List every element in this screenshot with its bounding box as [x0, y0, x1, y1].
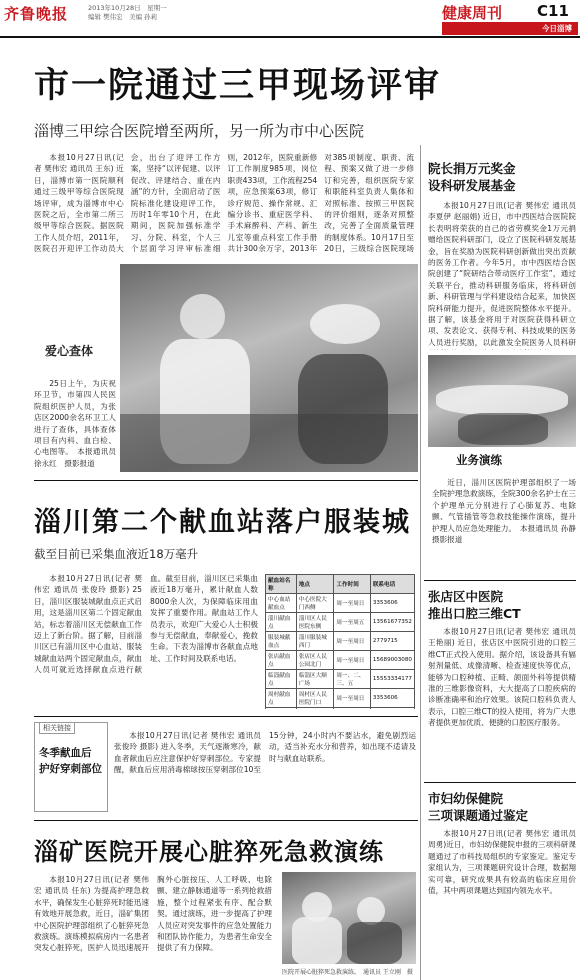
section-rule-1 [34, 480, 418, 481]
side1-title-line1: 院长捐万元奖金 [428, 161, 516, 176]
table-cell: 周一至周日 [334, 689, 370, 708]
related-tag: 相关链接 [39, 722, 75, 734]
side3-title-line2: 推出口腔三维CT [428, 606, 521, 621]
table-cell: 周一至周日 [334, 651, 370, 670]
lead-headline: 市一院通过三甲现场评审 [34, 66, 442, 106]
related-title-line1: 冬季献血后 [39, 747, 92, 759]
blood-body-text: 本报10月27日讯(记者 樊伟宏 通讯员 张俊玲 摄影) 25日，淄川区服装城献血点正式启用，这是淄川区第二个固定献血站，标志着淄川区无偿献血工作迈上了新台阶。据了解，目前淄川区已有淄川区中心血站、服装城献血站两个固定献血点，献血人员可就近选择献血点进行献血。截至目前，淄川区已采集血液近18万毫升，累计献血人数8000余人次，为保障临床用血发挥了重要作用。献血站工作人员表示，欢迎广大爱心人士积极参与无偿献血，奉献爱心，挽救生命。下表为淄博市各献血点地址、工作时间及联系电话。 [34, 574, 258, 675]
side-rule-2 [424, 782, 576, 783]
side4-body [428, 828, 576, 978]
side4-title-line1: 市妇幼保健院 [428, 791, 504, 806]
table-header-cell: 献血站名称 [266, 575, 297, 594]
table-cell: 15689003080 [370, 651, 414, 670]
blood-station-table [265, 574, 415, 709]
blood-body [34, 573, 258, 699]
related-title-line2: 护好穿刺部位 [39, 763, 102, 775]
table-cell: 淄川区人民医院东侧 [296, 613, 334, 632]
table-row [266, 632, 415, 651]
photo1-title: 爱心查体 [45, 344, 94, 358]
mine-photo-caption: 医院开展心脏猝死急救演练。 通讯员 王立刚 摄 [282, 969, 413, 976]
section-title: 健康周刊 [442, 4, 503, 22]
newspaper-logo: 齐鲁晚报 [4, 5, 69, 23]
side1-title-line2: 设科研发展基金 [428, 178, 516, 193]
side4-title [428, 790, 576, 824]
masthead-editor: 编辑 樊伟宏 美编 孙莉 [88, 13, 158, 21]
related-body-text: 本报10月27日讯(记者 樊伟宏 通讯员 张俊玲 摄影) 进入冬季，天气逐渐寒冷，献血者献血后应注意保护好穿刺部位。专家提醒，献血后应用消毒棉球按压穿刺部位10至15分钟，24小时内不要沾水，避免剧烈运动，适当补充水分和营养，如出现不适请及时与献血站联系。 [114, 731, 416, 775]
table-cell: 周村区人民医院门口 [296, 689, 334, 708]
table-cell: 临淄献血点 [266, 670, 297, 689]
table-cell: 中心医院大门西侧 [296, 594, 334, 613]
masthead-meta [88, 4, 167, 22]
section-subtitle: 今日淄博 [542, 24, 572, 33]
side4-title-line2: 三项课题通过鉴定 [428, 808, 529, 823]
masthead-rule [0, 36, 580, 38]
column-divider [420, 145, 421, 980]
table-cell: 周一至周日 [334, 632, 370, 651]
lead-body-text: 本报10月27日讯(记者 樊伟宏 通讯员 王东) 近日，淄博市第一医院顺利通过三级甲等综合医院现场评审，成为淄博市中心医院之后，全市第二所三级甲等综合医院。据医院工作人员介绍，2011年，医院召开迎评工作动员大会，出台了迎评工作方案，坚持“以评促建、以评促改、评建结合、重在内涵”的方针，全面启动了医院标准化建设迎评工作，历时1年零10个月，在此期间，医院加强标准学习、分院、科室，个人三个层面学习评审标准细则，2012年，医院重新修订工作制度985项，岗位职责433项，工作流程254项，应急预案63项，修订诊疗规范、操作常规、汇编分诊书、重症医学科、手术麻醉科、产科、新生儿室等重点科室工作手册共计300余万字，2013年对385项制度、职责、流程、预案又做了进一步修订和完善，组织医院专家和职能科室负责人集体和对照标准、按照三甲医院的评价细则，逐条对照整改，完善了全面质量管理的制度体系。10月17日至20日，三级综合医院现场 [34, 153, 414, 254]
page-number: C11 [537, 2, 569, 20]
table-header-row [266, 575, 415, 594]
side2-title: 业务演练 [456, 453, 502, 467]
side4-body-text: 本报10月27日讯(记者 樊伟宏 通讯员 周勇)近日，市妇幼保健院申报的三项科研课题通过了市科技局组织的专家鉴定。鉴定专家组认为，三项课题研究设计合理，数据翔实可靠，研究成果具有较高的临床应用价值，其中两项课题达到国内领先水平。 [428, 829, 576, 896]
table-row [266, 670, 415, 689]
table-cell: 3353606 [370, 689, 414, 708]
table-cell: 2779715 [370, 632, 414, 651]
mine-drill-photo [282, 872, 416, 964]
side3-title [428, 588, 576, 622]
section-rule-2 [34, 716, 418, 717]
blood-subhead: 截至目前已采集血液近18万毫升 [34, 547, 199, 561]
side-rule-1 [424, 580, 576, 581]
table-row [266, 613, 415, 632]
related-title [39, 745, 102, 777]
table-cell: 15553334177 [370, 670, 414, 689]
table-cell: 周村献血点 [266, 689, 297, 708]
table-cell: 周一至周五 [334, 613, 370, 632]
table-cell: 服装城献血点 [266, 632, 297, 651]
table-cell [370, 708, 414, 710]
table-body [266, 594, 415, 710]
side3-body [428, 626, 576, 776]
table-cell: 3353606 [370, 594, 414, 613]
section-bar [442, 22, 578, 35]
table-cell [296, 708, 334, 710]
side3-title-line1: 张店区中医院 [428, 589, 504, 604]
blood-headline: 淄川第二个献血站落户服装城 [34, 507, 411, 538]
table-cell [266, 708, 297, 710]
mine-headline: 淄矿医院开展心脏猝死急救演练 [34, 838, 384, 866]
table-row [266, 594, 415, 613]
table-cell: 淄川献血点 [266, 613, 297, 632]
lead-body [34, 152, 414, 258]
table-cell: 淄川服装城西门 [296, 632, 334, 651]
table-cell [334, 708, 370, 710]
table-cell: 中心血站献血点 [266, 594, 297, 613]
table-header-cell: 工作时间 [334, 575, 370, 594]
mine-body-text: 本报10月27日讯(记者 樊伟宏 通讯员 任东) 为提高护理急救水平，确保发生心脏猝死时能迅速有效地开展急救，近日，淄矿集团中心医院护理部组织了心脏猝死急救演练。演练模拟病房内一名患者突发心脏猝死，医护人员迅速展开胸外心脏按压、人工呼吸、电除颤、建立静脉通道等一系列抢救措施，整个过程紧张有序、配合默契。通过演练，进一步提高了护理人员应对突发事件的应急处置能力和团队协作能力，为患者生命安全提供了有力保障。 [34, 875, 272, 953]
table-row [266, 651, 415, 670]
table-cell: 临淄区大顺广场 [296, 670, 334, 689]
side1-body [428, 200, 576, 350]
health-check-photo [120, 264, 418, 472]
drill-group-photo [428, 355, 576, 447]
table-row [266, 708, 415, 710]
related-body [114, 730, 416, 810]
table-row [266, 689, 415, 708]
table-cell: 张店区人民公园北门 [296, 651, 334, 670]
masthead-date: 2013年10月28日 星期一 [88, 4, 167, 12]
lead-subhead: 淄博三甲综合医院增至两所，另一所为市中心医院 [34, 122, 365, 140]
table-header-cell: 联系电话 [370, 575, 414, 594]
table-cell: 周一至周日 [334, 594, 370, 613]
table-header-cell: 地点 [296, 575, 334, 594]
photo1-caption [34, 378, 116, 468]
side3-body-text: 本报10月27日讯(记者 樊伟宏 通讯员 王艳丽) 近日，张店区中医院引进的口腔三维CT正式投入使用。据介绍，该设备具有辐射剂量低、成像清晰、检查速度快等优点，能够为口腔种植、正畸、颌面外科等提供精准的三维影像资料，大大提高了口腔疾病的诊断准确率和治疗效果。该院口腔科负责人表示，口腔三维CT的投入使用，将为广大患者提供更加优质、便捷的口腔医疗服务。 [428, 627, 576, 728]
side1-body-text: 本报10月27日讯(记者 樊伟宏 通讯员 李夏伊 赵丽娟) 近日，市中西医结合医院院长表明将荣获的自己的省劳模奖金1万元捐赠给医院科研部门，设立了医院科研发展基金，旨在奖励为医院科研创新做出突出贡献的医务工作者。今年5月，市中西医结合医院创建了“院研结合带动医疗工作室”，通过关联平台，推动科研服务临床，将科研创新、科研管理与学科建设结合起来，加快医院科研能力提升，促进医院整体水平提升。据了解，该基金将用于对医院获得科研立项、发表论文、获得专利、科技成果的医务人员进行奖励，以此激发全院医务人员科研 [428, 201, 576, 347]
side2-caption-text: 近日，淄川区医院护理部组织了一场全院护理急救演练，全院300余名护士在三个护理单元分别进行了心肺复苏、电除颤、气管插管等急救技能操作演练，提升护理人员应急处理能力。 本报通讯员 孙静 摄影报道 [432, 478, 576, 545]
table-cell: 周一、二、三、五 [334, 670, 370, 689]
table-cell: 张店献血点 [266, 651, 297, 670]
side2-caption [432, 477, 576, 573]
related-box [34, 722, 108, 812]
mine-body [34, 874, 272, 980]
table-cell: 13561677352 [370, 613, 414, 632]
photo1-caption-text: 25日上午，为庆祝环卫节，市第四人民医院组织医护人员，为张店区2000余名环卫工人进行了查体，具体查体项目有内科、血白检、心电图等。 本报通讯员 徐永红 摄影报道 [34, 379, 116, 468]
side1-title [428, 160, 576, 194]
section-rule-3 [34, 820, 418, 821]
